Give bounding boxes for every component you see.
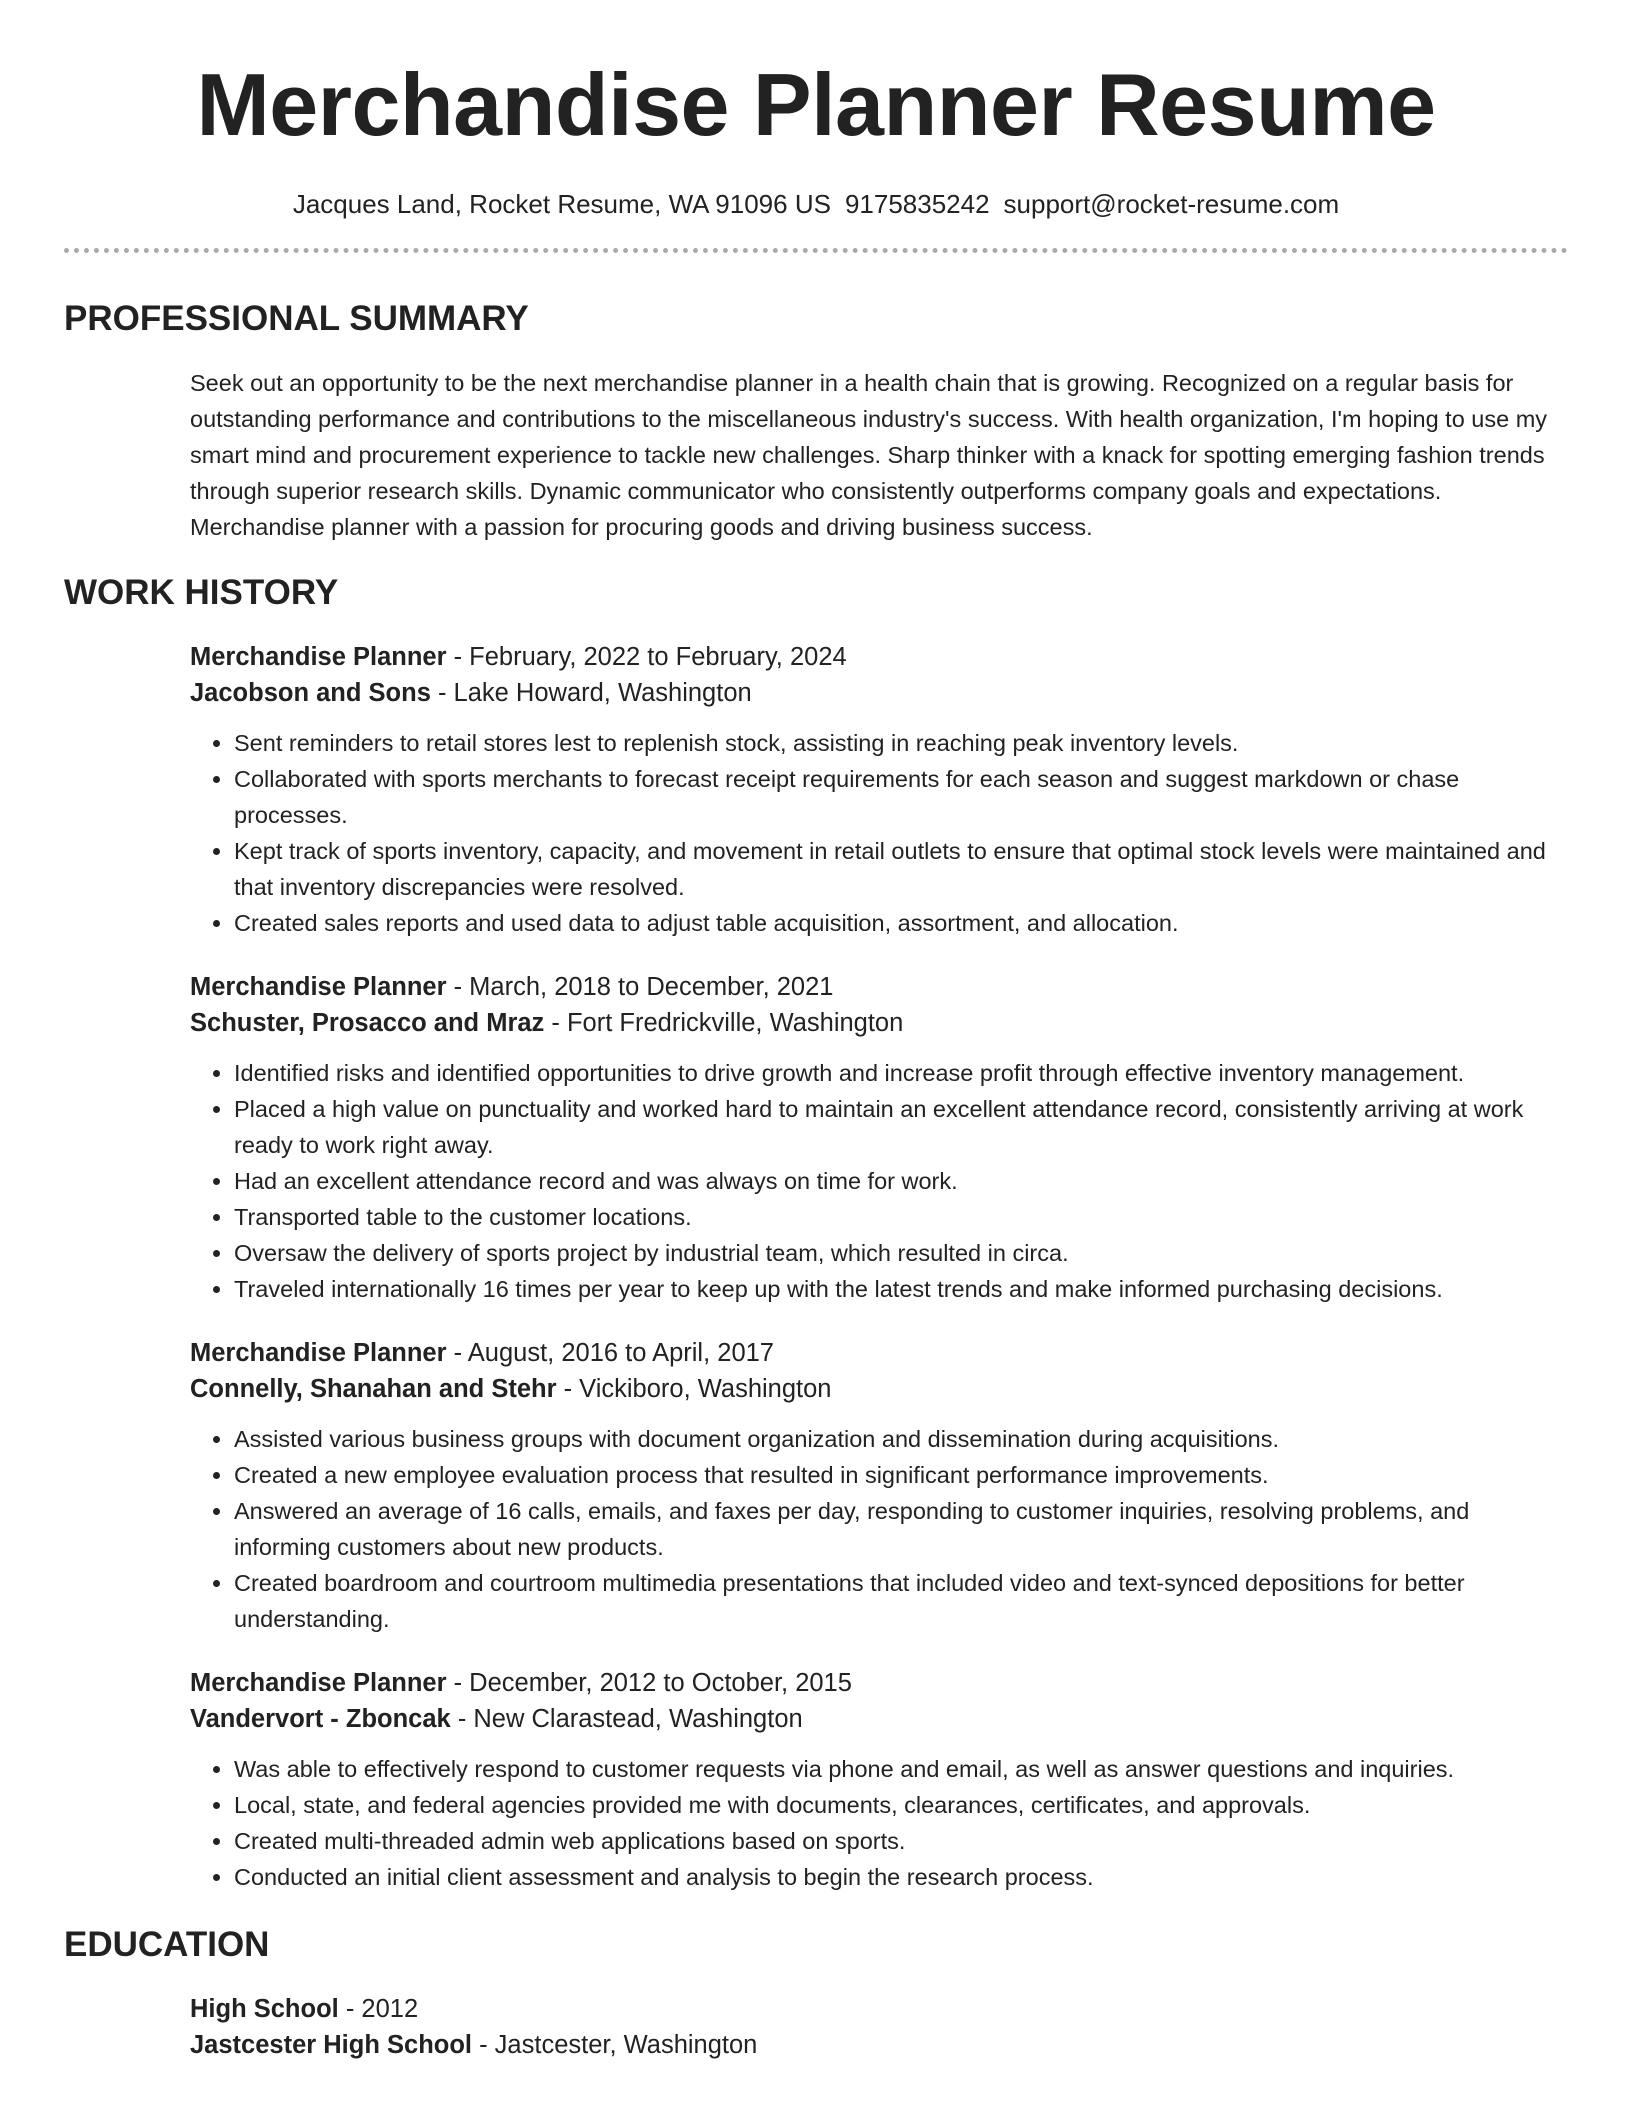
job-title: Merchandise Planner bbox=[190, 643, 447, 671]
list-item: • Created sales reports and used data to adjust table acquisition, assortment, and allocation. bbox=[234, 905, 1568, 941]
list-item: • Was able to effectively respond to customer requests via phone and email, as well as answer questions and inquiries. bbox=[234, 1751, 1568, 1787]
list-item: • Local, state, and federal agencies provided me with documents, clearances, certificates, and approvals. bbox=[234, 1787, 1568, 1823]
job-list bbox=[190, 639, 1568, 1895]
list-item: • Assisted various business groups with document organization and dissemination during acquisitions. bbox=[234, 1421, 1568, 1457]
job-dates: - August, 2016 to April, 2017 bbox=[446, 1339, 774, 1367]
job-title: Merchandise Planner bbox=[190, 1669, 447, 1697]
job-bullets bbox=[190, 1055, 1568, 1307]
contact-address: Jacques Land, Rocket Resume, WA 91096 US bbox=[292, 189, 831, 219]
job-title: Merchandise Planner bbox=[190, 1339, 447, 1367]
page-title: Merchandise Planner Resume bbox=[196, 55, 1436, 154]
education-heading: EDUCATION bbox=[64, 1925, 270, 1964]
list-item: • Created boardroom and courtroom multimedia presentations that included video and text-synced depositions for better understanding. bbox=[234, 1565, 1568, 1637]
list-item: • Collaborated with sports merchants to forecast receipt requirements for each season and suggest markdown or chase processes. bbox=[234, 761, 1568, 833]
job-title-line bbox=[190, 969, 1568, 1005]
job-company-line bbox=[190, 1371, 1568, 1407]
summary-heading: PROFESSIONAL SUMMARY bbox=[64, 299, 529, 338]
job-dates: - March, 2018 to December, 2021 bbox=[446, 973, 834, 1001]
education-location: - Jastcester, Washington bbox=[472, 2031, 758, 2059]
job-location: - Lake Howard, Washington bbox=[430, 679, 752, 707]
job-location: - Fort Fredrickville, Washington bbox=[544, 1009, 904, 1037]
job-title-line bbox=[190, 639, 1568, 675]
education-year: - 2012 bbox=[338, 1995, 419, 2023]
job-title: Merchandise Planner bbox=[190, 973, 447, 1001]
header-divider bbox=[64, 248, 1568, 253]
education-school: Jastcester High School bbox=[190, 2031, 473, 2059]
contact-line bbox=[64, 186, 1568, 222]
job-entry bbox=[190, 969, 1568, 1307]
education-entry bbox=[190, 1991, 1568, 2063]
contact-email[interactable]: support@rocket-resume.com bbox=[1003, 189, 1340, 219]
list-item: • Sent reminders to retail stores lest to replenish stock, assisting in reaching peak inventory levels. bbox=[234, 725, 1568, 761]
job-entry bbox=[190, 639, 1568, 941]
job-bullets bbox=[190, 1751, 1568, 1895]
education-school-line bbox=[190, 2027, 1568, 2063]
education-degree-line bbox=[190, 1991, 1568, 2027]
job-entry bbox=[190, 1335, 1568, 1637]
list-item: • Created a new employee evaluation process that resulted in significant performance improvements. bbox=[234, 1457, 1568, 1493]
list-item: • Answered an average of 16 calls, emails, and faxes per day, responding to customer inquiries, resolving problems, and informing customers about new products. bbox=[234, 1493, 1568, 1565]
list-item: • Conducted an initial client assessment and analysis to begin the research process. bbox=[234, 1859, 1568, 1895]
list-item: • Traveled internationally 16 times per year to keep up with the latest trends and make informed purchasing decisions. bbox=[234, 1271, 1568, 1307]
job-location: - Vickiboro, Washington bbox=[556, 1375, 832, 1403]
job-company: Schuster, Prosacco and Mraz bbox=[190, 1009, 545, 1037]
job-company-line bbox=[190, 1005, 1568, 1041]
job-title-line bbox=[190, 1665, 1568, 1701]
list-item: • Transported table to the customer locations. bbox=[234, 1199, 1568, 1235]
job-company-line bbox=[190, 675, 1568, 711]
job-dates: - December, 2012 to October, 2015 bbox=[446, 1669, 852, 1697]
education-section bbox=[64, 1923, 1568, 2063]
education-degree: High School bbox=[190, 1995, 339, 2023]
list-item: • Oversaw the delivery of sports project by industrial team, which resulted in circa. bbox=[234, 1235, 1568, 1271]
list-item: • Identified risks and identified opportunities to drive growth and increase profit through effective inventory management. bbox=[234, 1055, 1568, 1091]
job-company: Vandervort - Zboncak bbox=[190, 1705, 451, 1733]
job-dates: - February, 2022 to February, 2024 bbox=[446, 643, 847, 671]
list-item: • Created multi-threaded admin web applications based on sports. bbox=[234, 1823, 1568, 1859]
contact-phone: 9175835242 bbox=[844, 189, 990, 219]
job-title-line bbox=[190, 1335, 1568, 1371]
job-location: - New Clarastead, Washington bbox=[450, 1705, 803, 1733]
job-bullets bbox=[190, 1421, 1568, 1637]
job-bullets bbox=[190, 725, 1568, 941]
summary-text: Seek out an opportunity to be the next merchandise planner in a health chain that is growing. Recognized on a regular basis for outstanding performance and contributions to the miscellaneous industry's success. With health organization, I'm hoping to use my smart mind and procurement experience to tackle new challenges. Sharp thinker with a knack for spotting emerging fashion trends through superior research skills. Dynamic communicator who consistently outperforms company goals and expectations. Merchandise planner with a passion for procuring goods and driving business success. bbox=[190, 370, 1548, 540]
list-item: • Had an excellent attendance record and was always on time for work. bbox=[234, 1163, 1568, 1199]
job-company: Jacobson and Sons bbox=[190, 679, 431, 707]
list-item: • Placed a high value on punctuality and worked hard to maintain an excellent attendance record, consistently arriving at work ready to work right away. bbox=[234, 1091, 1568, 1163]
job-company-line bbox=[190, 1701, 1568, 1737]
job-entry bbox=[190, 1665, 1568, 1895]
job-company: Connelly, Shanahan and Stehr bbox=[190, 1375, 557, 1403]
summary-section bbox=[64, 297, 1568, 545]
work-history-section bbox=[64, 571, 1568, 1895]
work-history-heading: WORK HISTORY bbox=[64, 573, 339, 612]
education-list bbox=[190, 1991, 1568, 2063]
list-item: • Kept track of sports inventory, capacity, and movement in retail outlets to ensure that optimal stock levels were maintained and that inventory discrepancies were resolved. bbox=[234, 833, 1568, 905]
